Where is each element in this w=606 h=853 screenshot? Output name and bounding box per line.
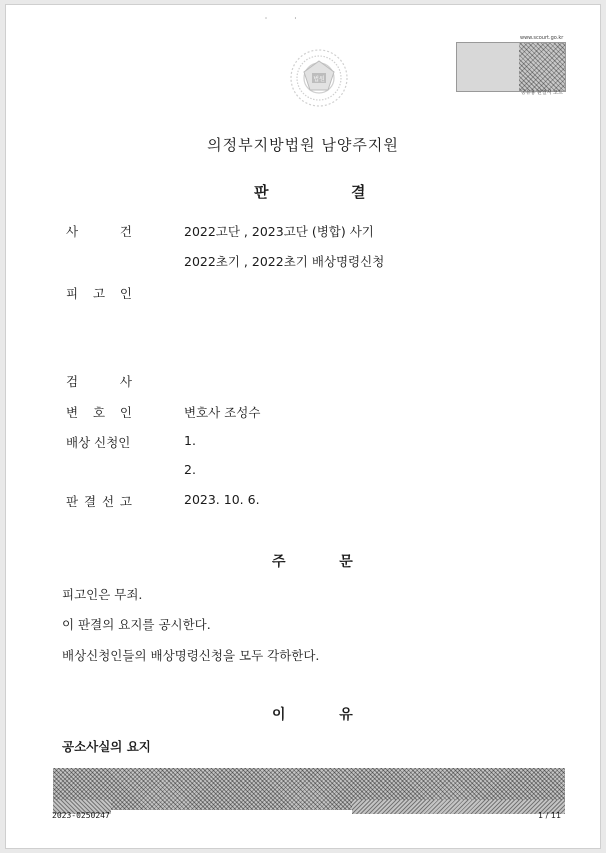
ruling-title-part: 문 bbox=[339, 554, 353, 570]
ruling-line: 이 판결의 요지를 공시한다. bbox=[62, 617, 211, 632]
ruling-title-part: 주 bbox=[272, 554, 286, 570]
document-title bbox=[254, 181, 365, 202]
prosecutor-label: 검 사 bbox=[66, 374, 132, 389]
counsel-label: 변 호 인 bbox=[66, 405, 132, 420]
judgment-date-label: 판 결 선 고 bbox=[66, 494, 132, 509]
court-emblem-icon bbox=[288, 47, 350, 109]
reasons-title bbox=[272, 704, 353, 724]
section-subtitle: 공소사실의 요지 bbox=[62, 739, 151, 754]
court-name: 의정부지방법원 남양주지원 bbox=[207, 136, 399, 154]
emblem-text: 법원 bbox=[313, 76, 325, 83]
page-number: 1 / 11 bbox=[538, 811, 562, 820]
document-title-part: 판 bbox=[254, 183, 269, 201]
document-title-part: 결 bbox=[350, 183, 366, 201]
reasons-title-part: 이 bbox=[272, 707, 286, 723]
document-page bbox=[6, 5, 600, 848]
counsel-value: 변호사 조성수 bbox=[184, 405, 261, 420]
redacted-block bbox=[352, 800, 565, 814]
qr-caption: 공유용 판결서 코드 bbox=[521, 90, 563, 96]
document-id: 2023-0250247 bbox=[52, 811, 110, 820]
scan-marks: ˙ ˙ bbox=[264, 17, 298, 26]
applicant-item: 1. bbox=[184, 433, 196, 448]
judgment-date-value: 2023. 10. 6. bbox=[184, 492, 260, 507]
reasons-title-part: 유 bbox=[339, 707, 353, 723]
defendant-label: 피 고 인 bbox=[66, 286, 132, 301]
ruling-title bbox=[272, 551, 353, 571]
qr-code bbox=[456, 42, 566, 92]
case-number-line: 2022초기 , 2022초기 배상명령신청 bbox=[184, 254, 385, 269]
case-label: 사 건 bbox=[66, 224, 132, 239]
ruling-line: 배상신청인들의 배상명령신청을 모두 각하한다. bbox=[62, 648, 320, 663]
applicant-label: 배상 신청인 bbox=[66, 435, 131, 450]
applicant-item: 2. bbox=[184, 462, 196, 477]
ruling-line: 피고인은 무죄. bbox=[62, 587, 143, 602]
qr-url: www.scourt.go.kr bbox=[520, 35, 564, 41]
case-number-line: 2022고단 , 2023고단 (병합) 사기 bbox=[184, 224, 374, 239]
